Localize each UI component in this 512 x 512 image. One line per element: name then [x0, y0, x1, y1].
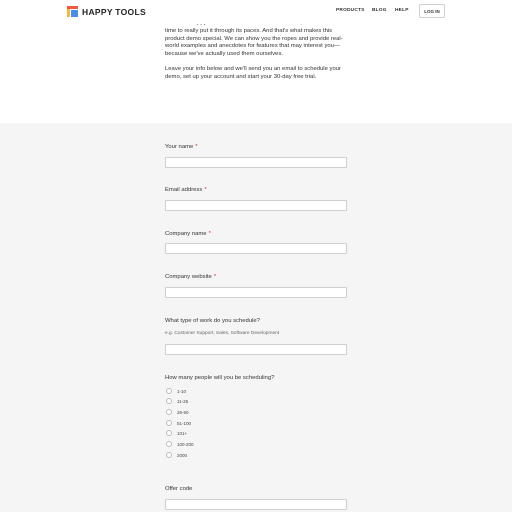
- intro-paragraph: Leave your info below and we'll send you an email to schedule your demo, set up your account and start your 30-day free trial.: [165, 66, 341, 81]
- work-type-field[interactable]: [165, 344, 347, 355]
- radio-button[interactable]: [166, 452, 172, 458]
- work-type-label: What type of work do you schedule?: [165, 318, 260, 324]
- intro-paragraph: time to really put it through its paces. And that's what makes this product demo special. We can show you the ropes and provide real-world examples and anecdotes for features that may interest you—because we've actually used them ourselves.: [165, 27, 343, 58]
- people-option[interactable]: 100-200: [166, 441, 194, 447]
- offer-code-label: Offer code: [165, 486, 193, 492]
- happy-tools-logo-icon: [67, 6, 78, 17]
- radio-button[interactable]: [166, 430, 172, 436]
- people-option[interactable]: 51-100: [166, 420, 191, 426]
- radio-button[interactable]: [166, 441, 172, 447]
- people-option[interactable]: 26-50: [166, 409, 189, 415]
- radio-button[interactable]: [166, 388, 172, 394]
- website-label: Company website *: [165, 274, 217, 280]
- radio-button[interactable]: [166, 420, 172, 426]
- name-field[interactable]: [165, 157, 347, 168]
- radio-button[interactable]: [166, 398, 172, 404]
- required-marker: *: [195, 144, 198, 150]
- people-option[interactable]: 2000: [166, 452, 187, 458]
- website-field[interactable]: [165, 287, 347, 298]
- people-label: How many people will you be scheduling?: [165, 375, 275, 381]
- login-button[interactable]: LOG IN: [419, 4, 445, 18]
- brand-name: HAPPY TOOLS: [82, 6, 146, 17]
- required-marker: *: [204, 187, 207, 193]
- nav-blog[interactable]: BLOG: [372, 8, 387, 13]
- required-marker: *: [208, 231, 211, 237]
- offer-code-field[interactable]: [165, 499, 347, 510]
- brand-logo[interactable]: [67, 6, 146, 17]
- people-option[interactable]: 1-10: [166, 388, 186, 394]
- people-option[interactable]: 101+: [166, 430, 187, 436]
- required-marker: *: [213, 274, 217, 280]
- email-field[interactable]: [165, 200, 347, 211]
- company-label: Company name *: [165, 231, 211, 237]
- company-field[interactable]: [165, 243, 347, 254]
- site-header: [0, 0, 512, 24]
- people-option[interactable]: 11-25: [166, 398, 188, 404]
- email-label: Email address *: [165, 187, 207, 193]
- nav-help[interactable]: HELP: [395, 8, 409, 13]
- name-label: Your name *: [165, 144, 198, 150]
- radio-button[interactable]: [166, 409, 172, 415]
- work-type-hint: e.g. Customer Support, Sales, Software Development: [165, 331, 280, 336]
- nav-products[interactable]: PRODUCTS: [336, 8, 365, 13]
